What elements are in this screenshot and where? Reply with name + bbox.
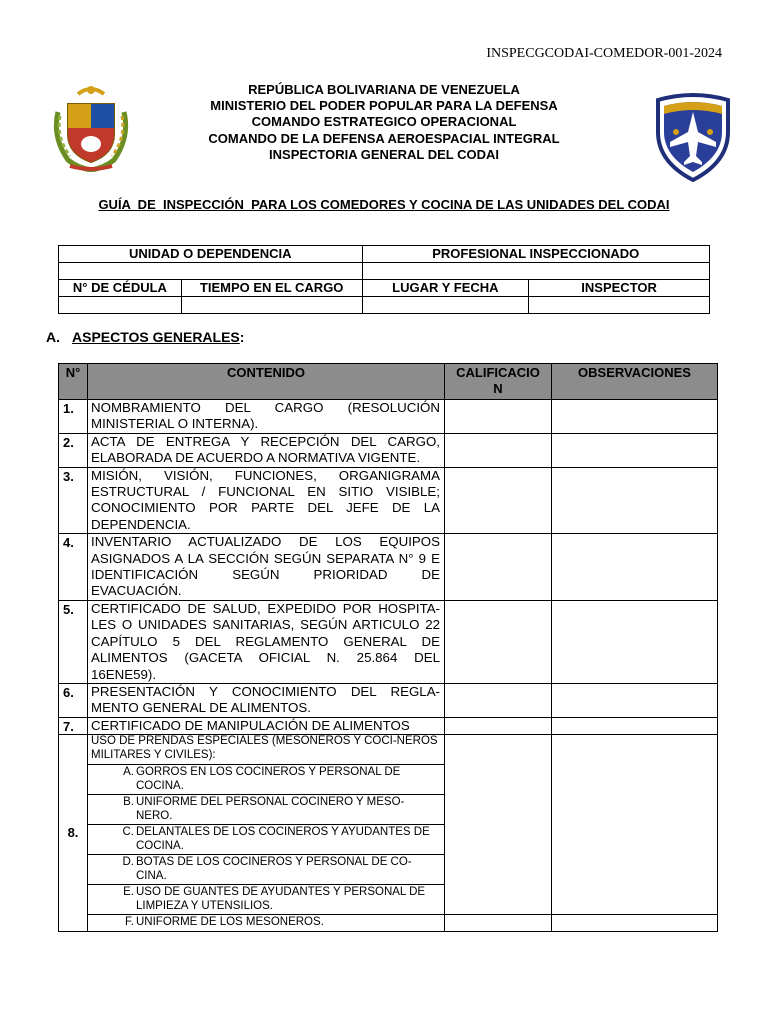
item-number: 7. bbox=[59, 717, 88, 734]
observaciones-cell[interactable] bbox=[552, 600, 718, 683]
table-row bbox=[59, 467, 718, 534]
sub-item bbox=[88, 825, 445, 855]
observaciones-cell[interactable] bbox=[552, 433, 718, 467]
table-row bbox=[59, 717, 718, 734]
section-heading bbox=[46, 329, 244, 345]
sub-item-letter: D. bbox=[122, 856, 134, 869]
lugar-field[interactable] bbox=[362, 297, 529, 314]
item-text: ACTA DE ENTREGA Y RECEPCIÓN DEL CARGO, ELABORADA DE ACUERDO A NORMATIVA VIGENTE. bbox=[88, 433, 445, 467]
cedula-field[interactable] bbox=[59, 297, 182, 314]
item-number: 6. bbox=[59, 683, 88, 717]
item-text: CERTIFICADO DE SALUD, EXPEDIDO POR HOSPITA-LES O UNIDADES SANITARIAS, SEGÚN ARTICULO 22 CAPÍTULO 5 DEL REGLAMENTO GENERAL DE ALIMENTOS (GACETA OFICIAL N. 25.864 DEL 16ENE59). bbox=[88, 600, 445, 683]
table-row bbox=[59, 683, 718, 717]
calificacion-cell[interactable] bbox=[445, 600, 552, 683]
sub-item-text: BOTAS DE LOS COCINEROS Y PERSONAL DE CO-CINA. bbox=[136, 856, 412, 882]
calificacion-cell[interactable] bbox=[445, 683, 552, 717]
observaciones-cell[interactable] bbox=[552, 683, 718, 717]
header-calificacion-line1: CALIFICACIO bbox=[456, 365, 540, 380]
inspection-table bbox=[58, 363, 718, 932]
table-row bbox=[59, 433, 718, 467]
header-observaciones: OBSERVACIONES bbox=[552, 364, 718, 400]
calificacion-cell[interactable] bbox=[445, 467, 552, 534]
table-row bbox=[59, 400, 718, 434]
calificacion-cell[interactable] bbox=[445, 735, 552, 915]
table-row bbox=[59, 735, 718, 765]
section-title: ASPECTOS GENERALES bbox=[72, 329, 240, 345]
calificacion-cell[interactable] bbox=[445, 534, 552, 601]
item-number: 5. bbox=[59, 600, 88, 683]
sub-item-text: USO DE GUANTES DE AYUDANTES Y PERSONAL DE LIMPIEZA Y UTENSILIOS. bbox=[136, 886, 426, 912]
section-colon: : bbox=[239, 329, 245, 345]
observaciones-cell[interactable] bbox=[552, 400, 718, 434]
lugar-label: LUGAR Y FECHA bbox=[362, 280, 529, 297]
calificacion-cell[interactable] bbox=[445, 915, 552, 932]
item-text: NOMBRAMIENTO DEL CARGO (RESOLUCIÓN MINISTERIAL O INTERNA). bbox=[88, 400, 445, 434]
sub-item-letter: E. bbox=[123, 886, 134, 899]
observaciones-cell[interactable] bbox=[552, 735, 718, 915]
sub-item-text: DELANTALES DE LOS COCINEROS Y AYUDANTES DE COCINA. bbox=[136, 826, 430, 852]
observaciones-cell[interactable] bbox=[552, 534, 718, 601]
header-num: N° bbox=[59, 364, 88, 400]
calificacion-cell[interactable] bbox=[445, 717, 552, 734]
item-number: 3. bbox=[59, 467, 88, 534]
sub-item-text: GORROS EN LOS COCINEROS Y PERSONAL DE COCINA. bbox=[136, 766, 401, 792]
sub-item-text: UNIFORME DE LOS MESONEROS. bbox=[136, 916, 324, 929]
tiempo-field[interactable] bbox=[181, 297, 362, 314]
header-line: MINISTERIO DEL PODER POPULAR PARA LA DEFENSA bbox=[210, 98, 558, 114]
info-table bbox=[58, 245, 710, 314]
sub-item bbox=[88, 855, 445, 885]
observaciones-cell[interactable] bbox=[552, 915, 718, 932]
calificacion-cell[interactable] bbox=[445, 400, 552, 434]
item-number: 8. bbox=[59, 735, 88, 932]
unidad-label: UNIDAD O DEPENDENCIA bbox=[59, 246, 363, 263]
table-row bbox=[59, 534, 718, 601]
inspector-label: INSPECTOR bbox=[529, 280, 710, 297]
header-calificacion-line2: N bbox=[493, 381, 503, 396]
section-letter: A. bbox=[46, 329, 60, 345]
observaciones-cell[interactable] bbox=[552, 467, 718, 534]
header-content: CONTENIDO bbox=[88, 364, 445, 400]
item-text: PRESENTACIÓN Y CONOCIMIENTO DEL REGLA-MENTO GENERAL DE ALIMENTOS. bbox=[88, 683, 445, 717]
header-calificacion bbox=[445, 364, 552, 400]
sub-item-letter: C. bbox=[122, 826, 134, 839]
observaciones-cell[interactable] bbox=[552, 717, 718, 734]
inspector-field[interactable] bbox=[529, 297, 710, 314]
sub-item bbox=[88, 885, 445, 915]
item-number: 4. bbox=[59, 534, 88, 601]
sub-row bbox=[59, 915, 718, 932]
coat-of-arms-logo bbox=[48, 82, 134, 172]
profesional-label: PROFESIONAL INSPECCIONADO bbox=[362, 246, 709, 263]
sub-item bbox=[88, 915, 445, 932]
calificacion-cell[interactable] bbox=[445, 433, 552, 467]
item-number: 2. bbox=[59, 433, 88, 467]
sub-item-letter: B. bbox=[123, 796, 134, 809]
tiempo-label: TIEMPO EN EL CARGO bbox=[181, 280, 362, 297]
codai-shield-logo bbox=[654, 92, 732, 182]
guide-title: GUÍA DE INSPECCIÓN PARA LOS COMEDORES Y COCINA DE LAS UNIDADES DEL CODAI bbox=[98, 197, 670, 212]
cedula-label: N° DE CÉDULA bbox=[59, 280, 182, 297]
item-text: USO DE PRENDAS ESPECIALES (MESONEROS Y COCI-NEROS MILITARES Y CIVILES): bbox=[88, 735, 445, 765]
item-text: MISIÓN, VISIÓN, FUNCIONES, ORGANIGRAMA ESTRUCTURAL / FUNCIONAL EN SITIO VISIBLE; CONOCIMIENTO POR PARTE DEL JEFE DE LA DEPENDENCIA. bbox=[88, 467, 445, 534]
item-text: CERTIFICADO DE MANIPULACIÓN DE ALIMENTOS bbox=[88, 717, 445, 734]
document-code: INSPECGCODAI-COMEDOR-001-2024 bbox=[486, 46, 722, 61]
sub-item-text: UNIFORME DEL PERSONAL COCINERO Y MESO-NERO. bbox=[136, 796, 405, 822]
sub-item bbox=[88, 765, 445, 795]
table-row bbox=[59, 600, 718, 683]
profesional-field[interactable] bbox=[362, 263, 709, 280]
header-line: REPÚBLICA BOLIVARIANA DE VENEZUELA bbox=[248, 82, 520, 97]
header-line: INSPECTORIA GENERAL DEL CODAI bbox=[269, 146, 499, 162]
sub-item bbox=[88, 795, 445, 825]
header-line: COMANDO ESTRATEGICO OPERACIONAL bbox=[251, 114, 517, 130]
item-text: INVENTARIO ACTUALIZADO DE LOS EQUIPOS ASIGNADOS A LA SECCIÓN SEGÚN SEPARATA N° 9 E IDENTIFICACIÓN SEGÚN PRIORIDAD DE EVACUACIÓN. bbox=[88, 534, 445, 601]
sub-item-letter: A. bbox=[123, 766, 134, 779]
header-line: COMANDO DE LA DEFENSA AEROESPACIAL INTEGRAL bbox=[208, 130, 560, 146]
sub-item-letter: F. bbox=[125, 916, 134, 929]
unidad-field[interactable] bbox=[59, 263, 363, 280]
institution-header bbox=[150, 82, 618, 163]
item-number: 1. bbox=[59, 400, 88, 434]
